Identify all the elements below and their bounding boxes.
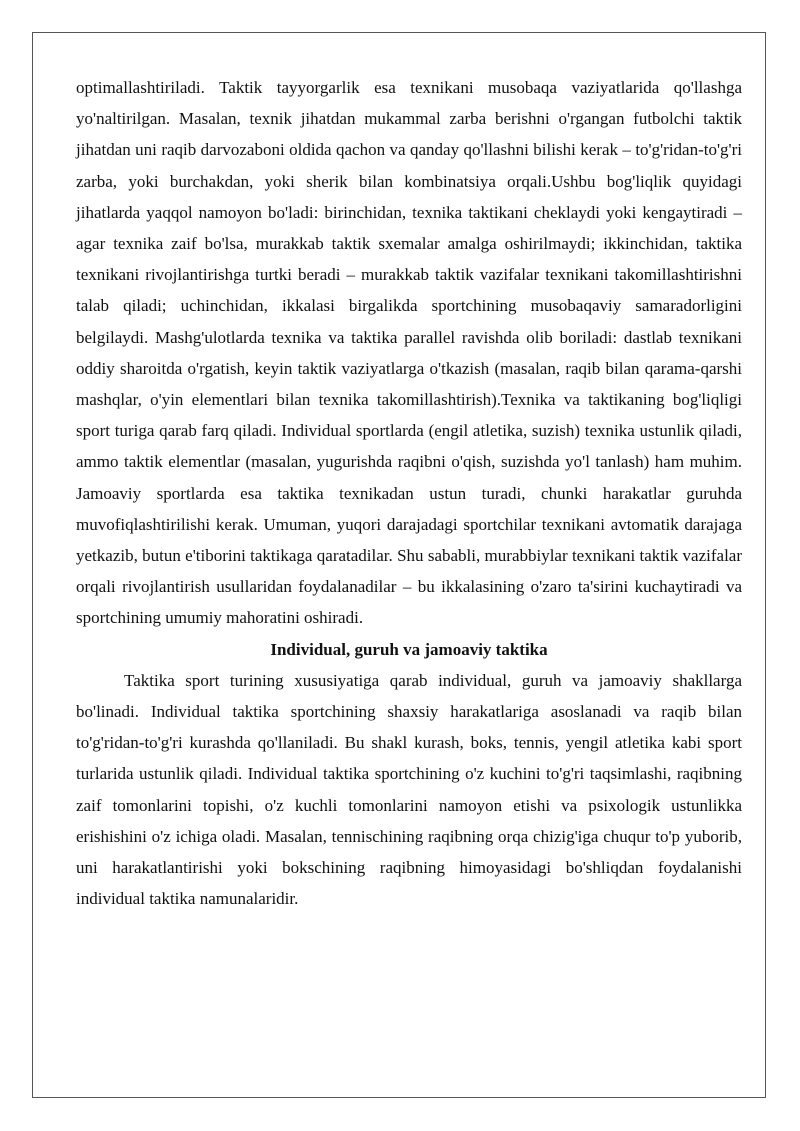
body-paragraph: optimallashtiriladi. Taktik tayyorgarlik esa texnikani musobaqa vaziyatlarida qo'llashga yo'naltirilgan. Masalan, texnik jihatdan mukammal zarba berishni o'rgangan futbolchi taktik jihatdan uni raqib darvozaboni oldida qachon va qanday qo'llashni bilishi kerak – to'g'ridan-to'g'ri zarba, yoki burchakdan, yoki sherik bilan kombinatsiya orqali.Ushbu bog'liqlik quyidagi jihatlarda yaqqol namoyon bo'ladi: birinchidan, texnika taktikani cheklaydi yoki kengaytiradi – agar texnika zaif bo'lsa, murakkab taktik sxemalar amalga oshirilmaydi; ikkinchidan, taktika texnikani rivojlantirishga turtki beradi – murakkab taktik vazifalar texnikani takomillashtirishni talab qiladi; uchinchidan, ikkalasi birgalikda sportchining musobaqaviy samaradorligini belgilaydi. Mashg'ulotlarda texnika va taktika parallel ravishda olib boriladi: dastlab texnikani oddiy sharoitda o'rgatish, keyin taktik vaziyatlarga o'tkazish (masalan, raqib bilan qarama-qarshi mashqlar, o'yin elementlari bilan texnika takomillashtirish).Texnika va taktikaning bog'liqligi sport turiga qarab farq qiladi. Individual sportlarda (engil atletika, suzish) texnika ustunlik qiladi, ammo taktik elementlar (masalan, yugurishda raqibni o'qish, suzishda yo'l tanlash) ham muhim. Jamoaviy sportlarda esa taktika texnikadan ustun turadi, chunki harakatlar guruhda muvofiqlashtirilishi kerak. Umuman, yuqori darajadagi sportchilar texnikani avtomatik darajaga yetkazib, butun e'tiborini taktikaga qaratadilar. Shu sababli, murabbiylar texnikani taktik vazifalar orqali rivojlantirish usullaridan foydalanadilar – bu ikkalasining o'zaro ta'sirini kuchaytiradi va sportchining umumiy mahoratini oshiradi. (76, 78, 742, 628)
section-heading: Individual, guruh va jamoaviy taktika (270, 639, 548, 659)
document-body (76, 72, 742, 914)
body-paragraph: Taktika sport turining xususiyatiga qarab individual, guruh va jamoaviy shakllarga bo'linadi. Individual taktika sportchining shaxsiy harakatlariga asoslanadi va raqib bilan to'g'ridan-to'g'ri kurashda qo'llaniladi. Bu shakl kurash, boks, tennis, yengil atletika kabi sport turlarida ustunlik qiladi. Individual taktika sportchining o'z kuchini to'g'ri taqsimlashi, raqibning zaif tomonlarini topishi, o'z kuchli tomonlarini namoyon etishi va psixologik ustunlikka erishishini o'z ichiga oladi. Masalan, tennischining raqibning orqa chizig'iga chuqur to'p yuborib, uni harakatlantirishi yoki bokschining raqibning himoyasidagi bo'shliqdan foydalanishi individual taktika namunalaridir. (76, 670, 742, 909)
